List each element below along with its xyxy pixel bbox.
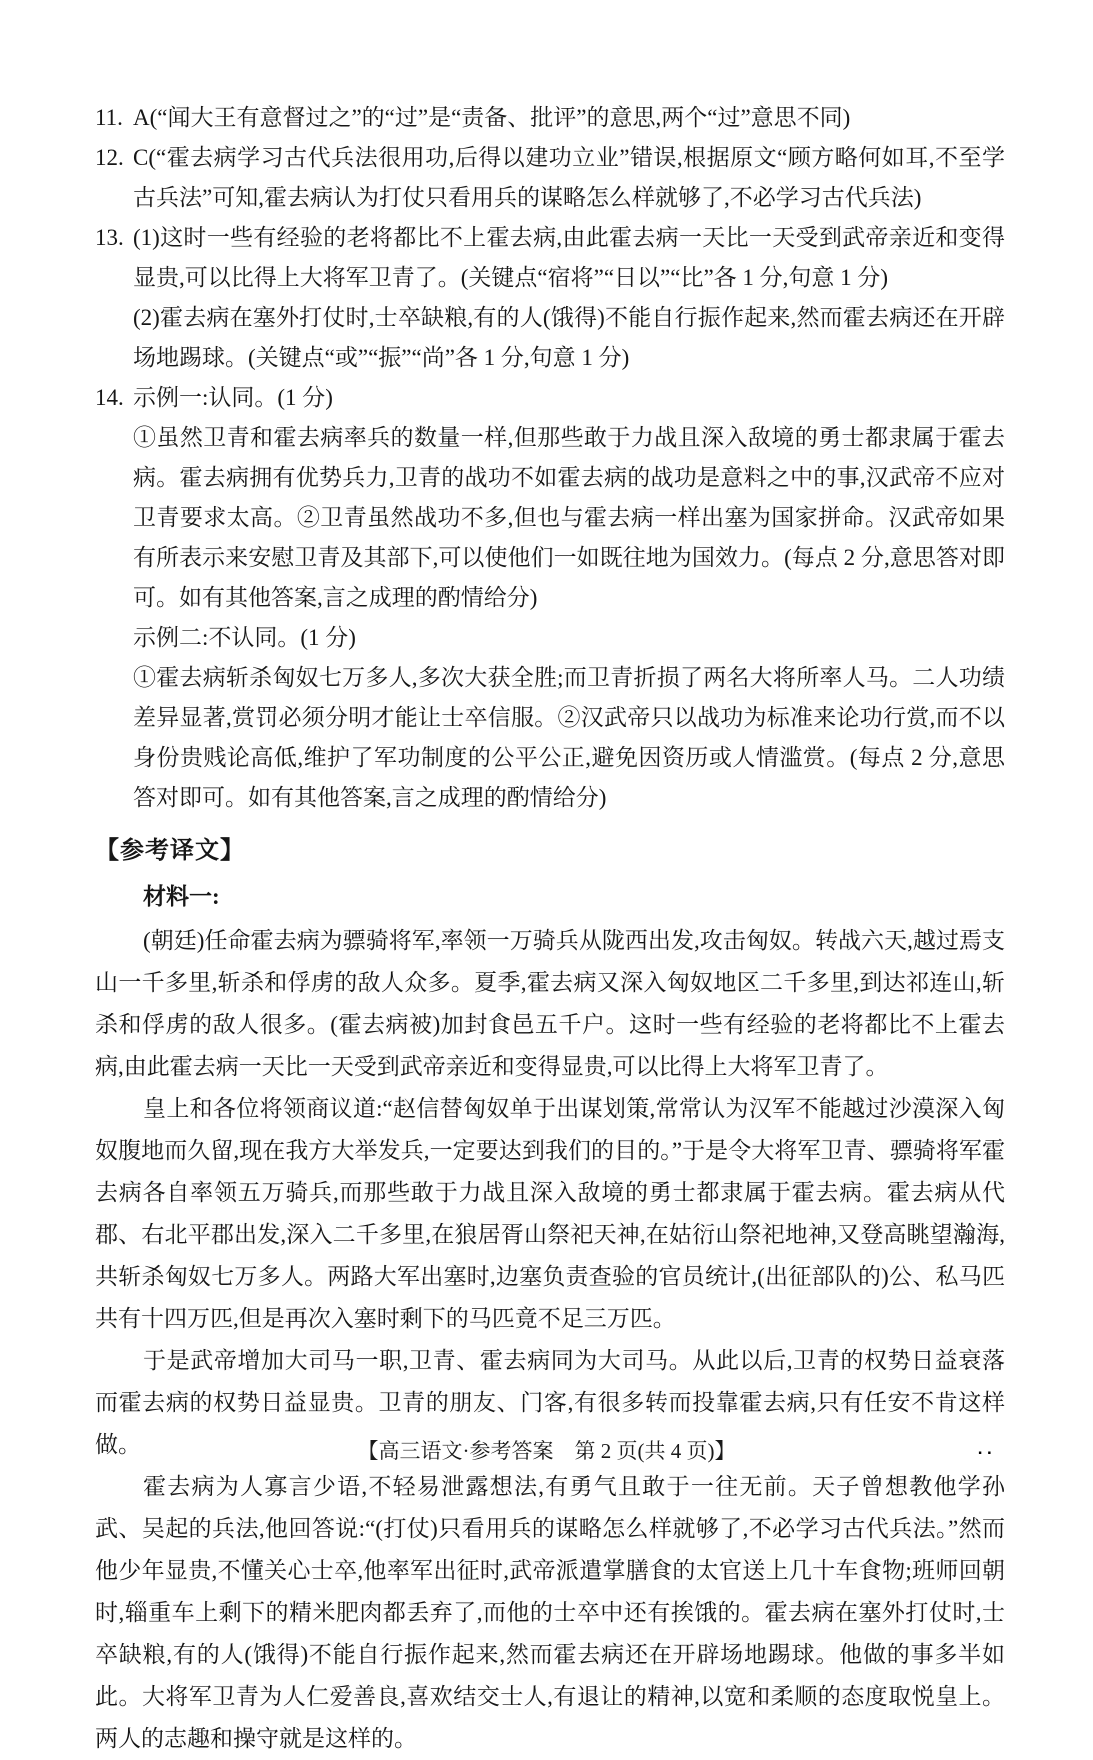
- translation-paragraph-2: 皇上和各位将领商议道:“赵信替匈奴单于出谋划策,常常认为汉军不能越过沙漠深入匈奴腹地而久留,现在我方大举发兵,一定要达到我们的目的。”于是令大将军卫青、骠骑将军霍去病各自率领五万骑兵,而那些敢于力战且深入敌境的勇士都隶属于霍去病。霍去病从代郡、右北平郡出发,深入二千多里,在狼居胥山祭祀天神,在姑衍山祭祀地神,又登高眺望瀚海,共斩杀匈奴七万多人。两路大军出塞时,边塞负责查验的官员统计,(出征部队的)公、私马匹共有十四万匹,但是再次入塞时剩下的马匹竟不足三万匹。: [95, 1096, 1005, 1331]
- answer-body: [133, 138, 1005, 218]
- item-number: 11.: [95, 105, 123, 130]
- reference-translation-heading: 【参考译文】: [95, 837, 245, 864]
- answer-body: [133, 98, 1005, 138]
- answer-item-12: [95, 138, 1005, 218]
- page-footer: [0, 1436, 1093, 1466]
- answer-item-11: [95, 98, 1005, 138]
- answer-section: [95, 98, 1005, 818]
- answer-text: A(“闻大王有意督过之”的“过”是“责备、批评”的意思,两个“过”意思不同): [133, 105, 851, 130]
- footer-text: 【高三语文·参考答案 第 2 页(共 4 页)】: [357, 1439, 736, 1463]
- answer-example-2-text: ①霍去病斩杀匈奴七万多人,多次大获全胜;而卫青折损了两名大将所率人马。二人功绩差异显著,赏罚必须分明才能让士卒信服。②汉武帝只以战功为标准来论功行赏,而不以身份贵贱论高低,维护了军功制度的公平公正,避免因资历或人情滥赏。(每点 2 分,意思答对即可。如有其他答案,言之成理的酌情给分): [133, 665, 1005, 810]
- item-number: 14.: [95, 385, 124, 410]
- translation-paragraph-3: 于是武帝增加大司马一职,卫青、霍去病同为大司马。从此以后,卫青的权势日益衰落而霍去病的权势日益显贵。卫青的朋友、门客,有很多转而投靠霍去病,只有任安不肯这样做。: [95, 1348, 1005, 1457]
- footer-dots-mark: ..: [975, 1441, 994, 1460]
- translation-paragraph-1: (朝廷)任命霍去病为骠骑将军,率领一万骑兵从陇西出发,攻击匈奴。转战六天,越过焉支山一千多里,斩杀和俘虏的敌人众多。夏季,霍去病又深入匈奴地区二千多里,到达祁连山,斩杀和俘虏的敌人很多。(霍去病被)加封食邑五千户。这时一些有经验的老将都比不上霍去病,由此霍去病一天比一天受到武帝亲近和变得显贵,可以比得上大将军卫青了。: [95, 928, 1005, 1079]
- item-number: 12.: [95, 145, 124, 170]
- answer-text-part-1: (1)这时一些有经验的老将都比不上霍去病,由此霍去病一天比一天受到武帝亲近和变得显贵,可以比得上大将军卫青了。(关键点“宿将”“日以”“比”各 1 分,句意 1 分): [133, 225, 1005, 290]
- answer-item-14: [95, 378, 1005, 818]
- answer-text-part-2: (2)霍去病在塞外打仗时,士卒缺粮,有的人(饿得)不能自行振作起来,然而霍去病还在开辟场地踢球。(关键点“或”“振”“尚”各 1 分,句意 1 分): [133, 305, 1005, 370]
- answer-body: [133, 218, 1005, 378]
- reference-translation-section: [95, 828, 1005, 1760]
- answer-item-13: [95, 218, 1005, 378]
- material-one-label: 材料一:: [143, 884, 220, 909]
- answer-example-1-text: ①虽然卫青和霍去病率兵的数量一样,但那些敢于力战且深入敌境的勇士都隶属于霍去病。霍去病拥有优势兵力,卫青的战功不如霍去病的战功是意料之中的事,汉武帝不应对卫青要求太高。②卫青虽然战功不多,但也与霍去病一样出塞为国家拼命。汉武帝如果有所表示来安慰卫青及其部下,可以使他们一如既往地为国效力。(每点 2 分,意思答对即可。如有其他答案,言之成理的酌情给分): [133, 425, 1005, 610]
- translation-paragraph-4: 霍去病为人寡言少语,不轻易泄露想法,有勇气且敢于一往无前。天子曾想教他学孙武、吴起的兵法,他回答说:“(打仗)只看用兵的谋略怎么样就够了,不必学习古代兵法。”然而他少年显贵,不懂关心士卒,他率军出征时,武帝派遣掌膳食的太官送上几十车食物;班师回朝时,辎重车上剩下的精米肥肉都丢弃了,而他的士卒中还有挨饿的。霍去病在塞外打仗时,士卒缺粮,有的人(饿得)不能自行振作起来,然而霍去病还在开辟场地踢球。他做的事多半如此。大将军卫青为人仁爱善良,喜欢结交士人,有退让的精神,以宽和柔顺的态度取悦皇上。两人的志趣和操守就是这样的。: [95, 1474, 1005, 1751]
- answer-text: C(“霍去病学习古代兵法很用功,后得以建功立业”错误,根据原文“顾方略何如耳,不至学古兵法”可知,霍去病认为打仗只看用兵的谋略怎么样就够了,不必学习古代兵法): [133, 145, 1005, 210]
- answer-body: [133, 378, 1005, 818]
- answer-example-2-label: 示例二:不认同。(1 分): [133, 625, 356, 650]
- answer-example-1-label: 示例一:认同。(1 分): [133, 385, 333, 410]
- item-number: 13.: [95, 225, 124, 250]
